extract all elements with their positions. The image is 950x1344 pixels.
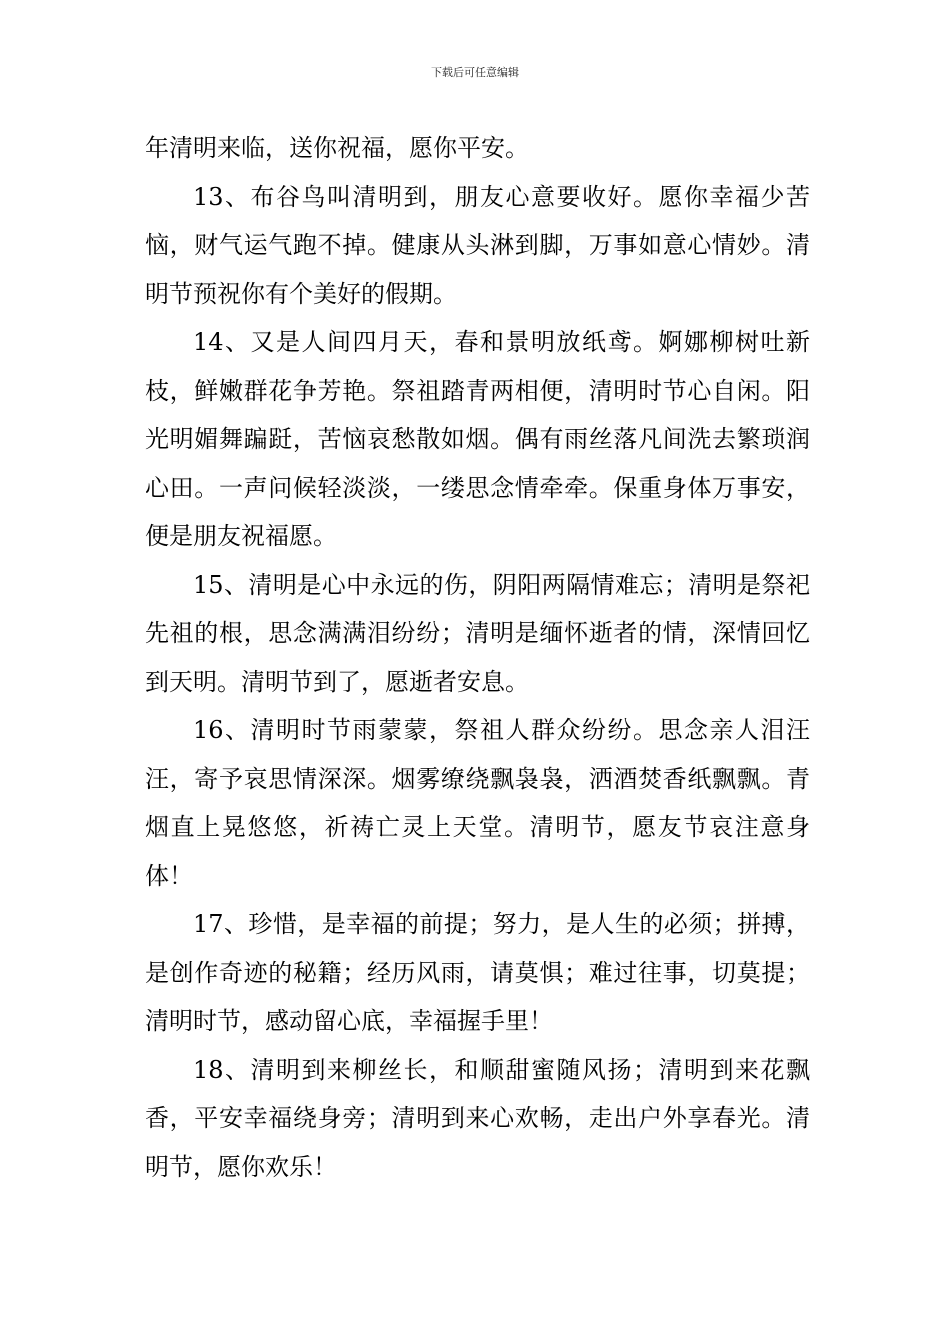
paragraph-15: 15、清明是心中永远的伤，阴阳两隔情难忘；清明是祭祀先祖的根，思念满满泪纷纷；清明是缅怀逝者的情，深情回忆到天明。清明节到了，愿逝者安息。 <box>145 570 810 696</box>
document-body <box>145 124 810 1191</box>
page-header: 下载后可任意编辑 <box>431 66 519 79</box>
paragraph-18: 18、清明到来柳丝长，和顺甜蜜随风扬；清明到来花飘香，平安幸福绕身旁；清明到来心欢畅，走出户外享春光。清明节，愿你欢乐！ <box>145 1055 810 1181</box>
paragraph-14: 14、又是人间四月天，春和景明放纸鸢。婀娜柳树吐新枝，鲜嫩群花争芳艳。祭祖踏青两相便，清明时节心自闲。阳光明媚舞蹁跹，苦恼哀愁散如烟。偶有雨丝落凡间洗去繁琐润心田。一声问候轻淡淡，一缕思念情牵牵。保重身体万事安，便是朋友祝福愿。 <box>145 328 810 550</box>
paragraph-17: 17、珍惜，是幸福的前提；努力，是人生的必须；拼搏，是创作奇迹的秘籍；经历风雨，请莫惧；难过往事，切莫提；清明时节，感动留心底，幸福握手里！ <box>145 910 810 1035</box>
paragraph-13: 13、布谷鸟叫清明到，朋友心意要收好。愿你幸福少苦恼，财气运气跑不掉。健康从头淋到脚，万事如意心情妙。清明节预祝你有个美好的假期。 <box>145 182 810 308</box>
paragraph-16: 16、清明时节雨蒙蒙，祭祖人群众纷纷。思念亲人泪汪汪，寄予哀思情深深。烟雾缭绕飘袅袅，洒酒焚香纸飘飘。青烟直上晃悠悠，祈祷亡灵上天堂。清明节，愿友节哀注意身体！ <box>145 716 810 890</box>
paragraph-continuation: 年清明来临，送你祝福，愿你平安。 <box>145 134 529 162</box>
